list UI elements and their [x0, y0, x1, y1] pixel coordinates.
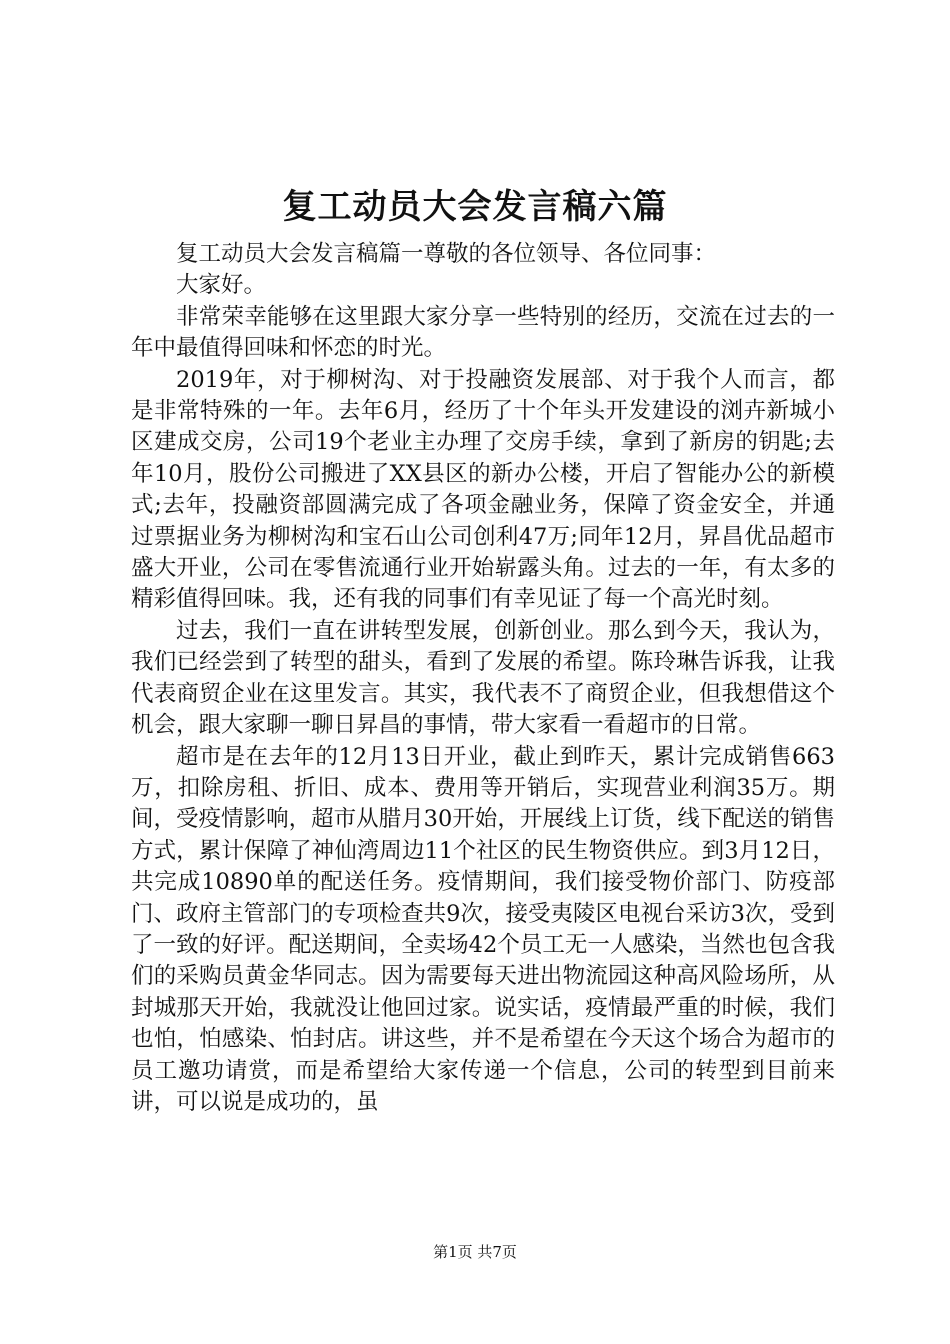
page-number-footer: 第1页 共7页 [433, 1243, 517, 1261]
paragraph-supermarket: 超市是在去年的12月13日开业，截止到昨天，累计完成销售663万，扣除房租、折旧、成本、费用等开销后，实现营业利润35万。期间，受疫情影响，超市从腊月30开始，开展线上订货，线下配送的销售方式，累计保障了神仙湾周边11个社区的民生物资供应。到3月12日，共完成10890单的配送任务。疫情期间，我们接受物价部门、防疫部门、政府主管部门的专项检查共9次，接受夷陵区电视台采访3次，受到了一致的好评。配送期间，全卖场42个员工无一人感染，当然也包含我们的采购员黄金华同志。因为需要每天进出物流园这种高风险场所，从封城那天开始，我就没让他回过家。说实话，疫情最严重的时候，我们也怕，怕感染、怕封店。讲这些，并不是希望在今天这个场合为超市的员工邀功请赏，而是希望给大家传递一个信息，公司的转型到目前来讲，可以说是成功的，虽 [131, 743, 835, 1115]
paragraph-opening: 非常荣幸能够在这里跟大家分享一些特别的经历，交流在过去的一年中最值得回味和怀恋的时光。 [131, 303, 835, 362]
document-title: 复工动员大会发言稿六篇 [282, 187, 668, 227]
document-body [131, 239, 835, 1118]
paragraph-salutation: 复工动员大会发言稿篇一尊敬的各位领导、各位同事： [176, 241, 717, 267]
paragraph-2019-review: 2019年，对于柳树沟、对于投融资发展部、对于我个人而言，都是非常特殊的一年。去年6月，经历了十个年头开发建设的浏卉新城小区建成交房，公司19个老业主办理了交房手续，拿到了新房的钥匙;去年10月，股份公司搬进了XX县区的新办公楼，开启了智能办公的新模式;去年，投融资部圆满完成了各项金融业务，保障了资金安全，并通过票据业务为柳树沟和宝石山公司创利47万;同年12月，昇昌优品超市盛大开业，公司在零售流通行业开始崭露头角。过去的一年，有太多的精彩值得回味。我，还有我的同事们有幸见证了每一个高光时刻。 [131, 366, 835, 613]
paragraph-greeting: 大家好。 [176, 272, 267, 299]
paragraph-transformation: 过去，我们一直在讲转型发展，创新创业。那么到今天，我认为，我们已经尝到了转型的甜头，看到了发展的希望。陈玲琳告诉我，让我代表商贸企业在这里发言。其实，我代表不了商贸企业，但我想借这个机会，跟大家聊一聊日昇昌的事情，带大家看一看超市的日常。 [131, 617, 835, 739]
